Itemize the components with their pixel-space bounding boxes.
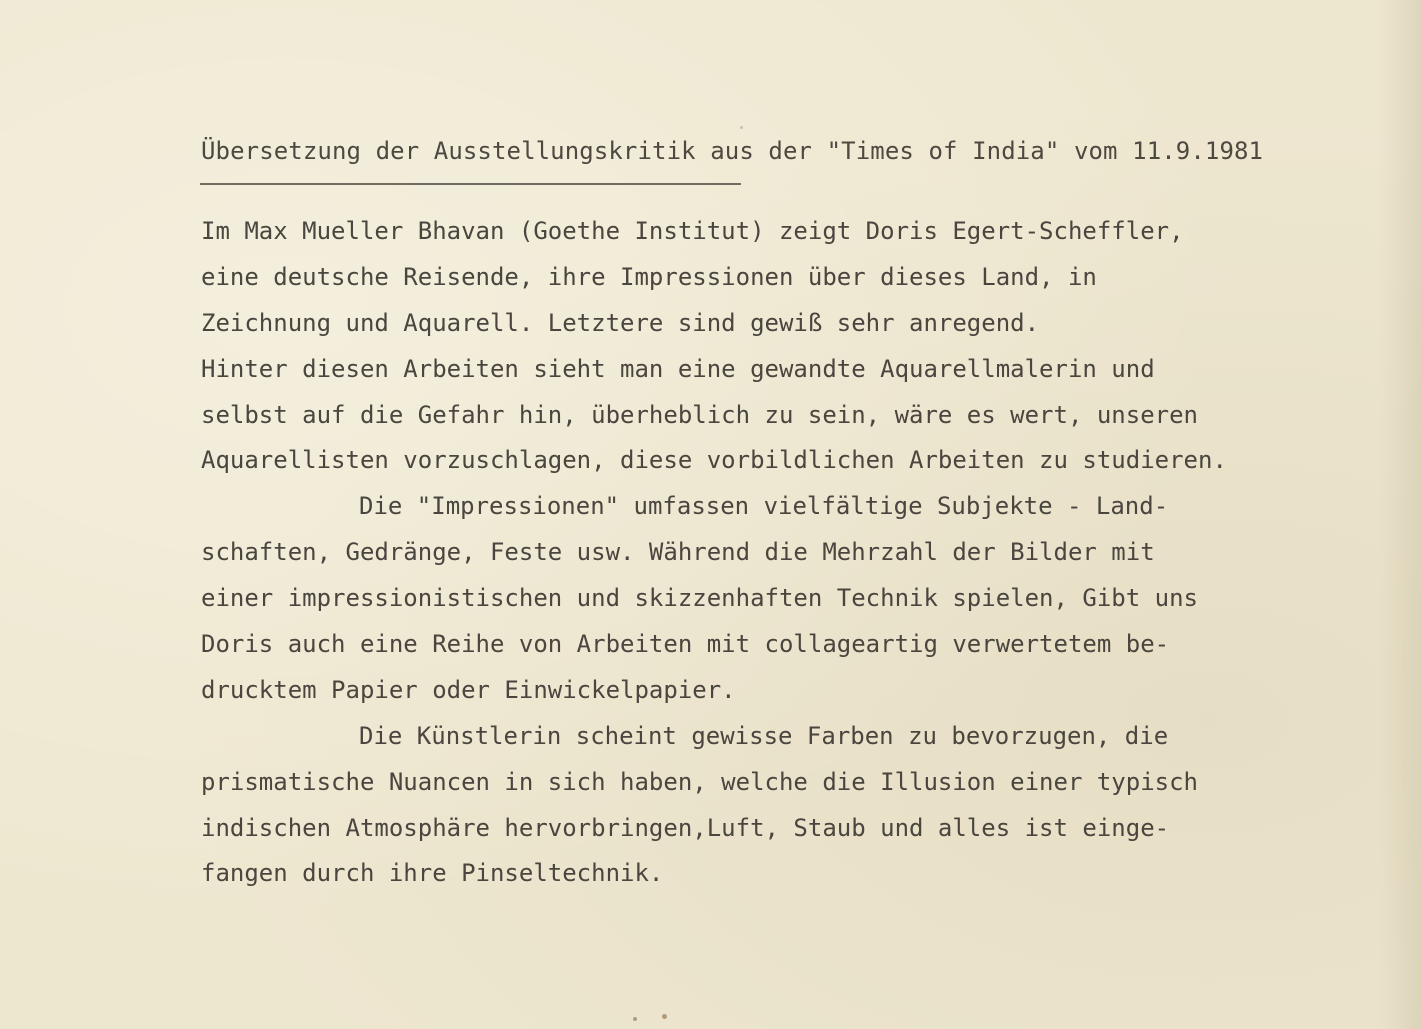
text-line: Hinter diesen Arbeiten sieht man eine gewandte Aquarellmalerin und xyxy=(201,354,1155,383)
text-line: Doris auch eine Reihe von Arbeiten mit collageartig verwertetem be- xyxy=(201,630,1170,659)
text-line: drucktem Papier oder Einwickelpapier. xyxy=(201,675,736,704)
text-line: eine deutsche Reisende, ihre Impressionen über dieses Land, in xyxy=(201,262,1097,291)
text-line: Zeichnung und Aquarell. Letztere sind gewiß sehr anregend. xyxy=(201,308,1040,337)
paper-speck xyxy=(740,126,743,129)
text-line: fangen durch ihre Pinseltechnik. xyxy=(201,859,664,888)
text-line: prismatische Nuancen in sich haben, welche die Illusion einer typisch xyxy=(201,767,1198,796)
text-line-indented: Die "Impressionen" umfassen vielfältige Subjekte - Land- xyxy=(359,492,1169,521)
text-line: selbst auf die Gefahr hin, überheblich zu sein, wäre es wert, unseren xyxy=(201,400,1198,429)
document-body xyxy=(201,212,1381,900)
text-line: schaften, Gedränge, Feste usw. Während die Mehrzahl der Bilder mit xyxy=(201,538,1155,567)
paper-speck xyxy=(633,1017,637,1021)
paper-speck xyxy=(662,1014,667,1019)
text-line-indented: Die Künstlerin scheint gewisse Farben zu bevorzugen, die xyxy=(359,721,1169,750)
heading-underline xyxy=(200,183,741,185)
text-line: Im Max Mueller Bhavan (Goethe Institut) zeigt Doris Egert-Scheffler, xyxy=(201,217,1184,245)
text-line: Aquarellisten vorzuschlagen, diese vorbildlichen Arbeiten zu studieren. xyxy=(201,446,1227,475)
text-line: einer impressionistischen und skizzenhaften Technik spielen, Gibt uns xyxy=(201,584,1198,613)
text-line: indischen Atmosphäre hervorbringen,Luft, Staub und alles ist einge- xyxy=(201,813,1170,842)
document-heading: Übersetzung der Ausstellungskritik aus der "Times of India" vom 11.9.1981 xyxy=(201,137,1264,165)
